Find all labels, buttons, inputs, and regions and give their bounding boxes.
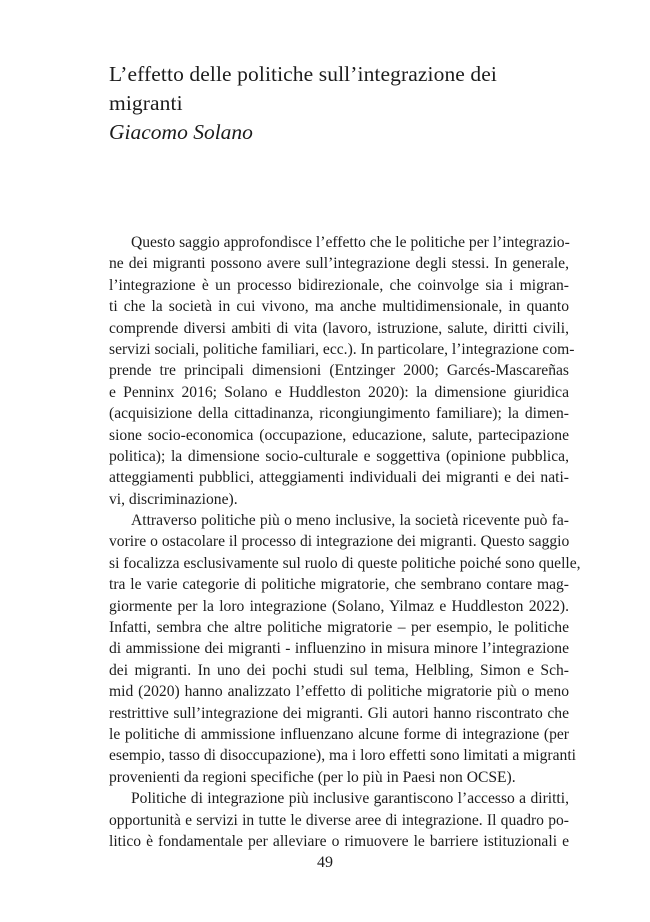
paragraph-line: dei migranti. In uno dei pochi studi sul tema, Helbling, Simon e Sch- (109, 661, 569, 679)
paragraph-line: atteggiamenti pubblici, atteggiamenti individuali dei migranti e dei nati- (109, 469, 569, 487)
paragraph-line: mid (2020) hanno analizzato l’effetto di politiche migratorie più o meno (109, 683, 569, 701)
paragraph-line: giormente per la loro integrazione (Solano, Yilmaz e Huddleston 2022). (109, 597, 569, 615)
chapter-title (109, 60, 549, 118)
paragraph-line: prende tre principali dimensioni (Entzinger 2000; Garcés-Mascareñas (109, 362, 569, 380)
paragraph-line: ne dei migranti possono avere sull’integrazione degli stessi. In generale, (109, 255, 569, 273)
paragraph-line: Politiche di integrazione più inclusive garantiscono l’accesso a diritti, (131, 790, 569, 808)
paragraph-line: opportunità e servizi in tutte le diverse aree di integrazione. Il quadro po- (109, 811, 569, 829)
paragraph-line: (acquisizione della cittadinanza, ricongiungimento familiare); la dimen- (109, 405, 569, 423)
paragraph-line: tra le varie categorie di politiche migratorie, che sembrano contare mag- (109, 576, 569, 594)
paragraph-line: ti che la società in cui vivono, ma anche multidimensionale, in quanto (109, 298, 569, 316)
chapter-title-line: L’effetto delle politiche sull’integrazione dei (109, 62, 497, 86)
body-text (109, 232, 581, 852)
paragraph-line: le politiche di ammissione influenzano alcune forme di integrazione (per (109, 725, 569, 743)
paragraph-line: sione socio-economica (occupazione, educazione, salute, partecipazione (109, 426, 569, 444)
paragraph-line: Questo saggio approfondisce l’effetto che le politiche per l’integrazio- (131, 234, 570, 251)
paragraph-line: l’integrazione è un processo bidirezionale, che coinvolge sia i migran- (109, 276, 569, 294)
chapter-title-line: migranti (109, 91, 183, 115)
paragraph-line: vorire o ostacolare il processo di integrazione dei migranti. Questo saggio (109, 533, 570, 551)
chapter-heading (109, 60, 549, 147)
paragraph-line: comprende diversi ambiti di vita (lavoro, istruzione, salute, diritti civili, (109, 319, 569, 337)
paragraph-line: di ammissione dei migranti - influenzino in misura minore l’integrazione (109, 640, 569, 658)
paragraph-line: Infatti, sembra che altre politiche migratorie – per esempio, le politiche (109, 619, 569, 637)
paragraph-line: si focalizza esclusivamente sul ruolo di queste politiche poiché sono quelle, (109, 554, 581, 572)
chapter-author: Giacomo Solano (109, 120, 253, 144)
paragraph-line: restrittive sull’integrazione dei migranti. Gli autori hanno riscontrato che (109, 704, 569, 722)
paragraph-line: provenienti da regioni specifiche (per lo più in Paesi non OCSE). (109, 768, 516, 786)
page-number: 49 (317, 854, 333, 871)
paragraph-line: servizi sociali, politiche familiari, ecc.). In particolare, l’integrazione com- (109, 340, 575, 358)
paragraph-line: vi, discriminazione). (109, 490, 238, 508)
paragraph-line: Attraverso politiche più o meno inclusive, la società ricevente può fa- (131, 512, 569, 530)
paragraph-line: litico è fondamentale per alleviare o rimuovere le barriere istituzionali e (109, 832, 569, 850)
paragraph-line: e Penninx 2016; Solano e Huddleston 2020): la dimensione giuridica (109, 383, 569, 401)
paragraph-line: esempio, tasso di disoccupazione), ma i loro effetti sono limitati a migranti (109, 747, 576, 765)
paragraph-line: politica); la dimensione socio-culturale e soggettiva (opinione pubblica, (109, 447, 569, 465)
